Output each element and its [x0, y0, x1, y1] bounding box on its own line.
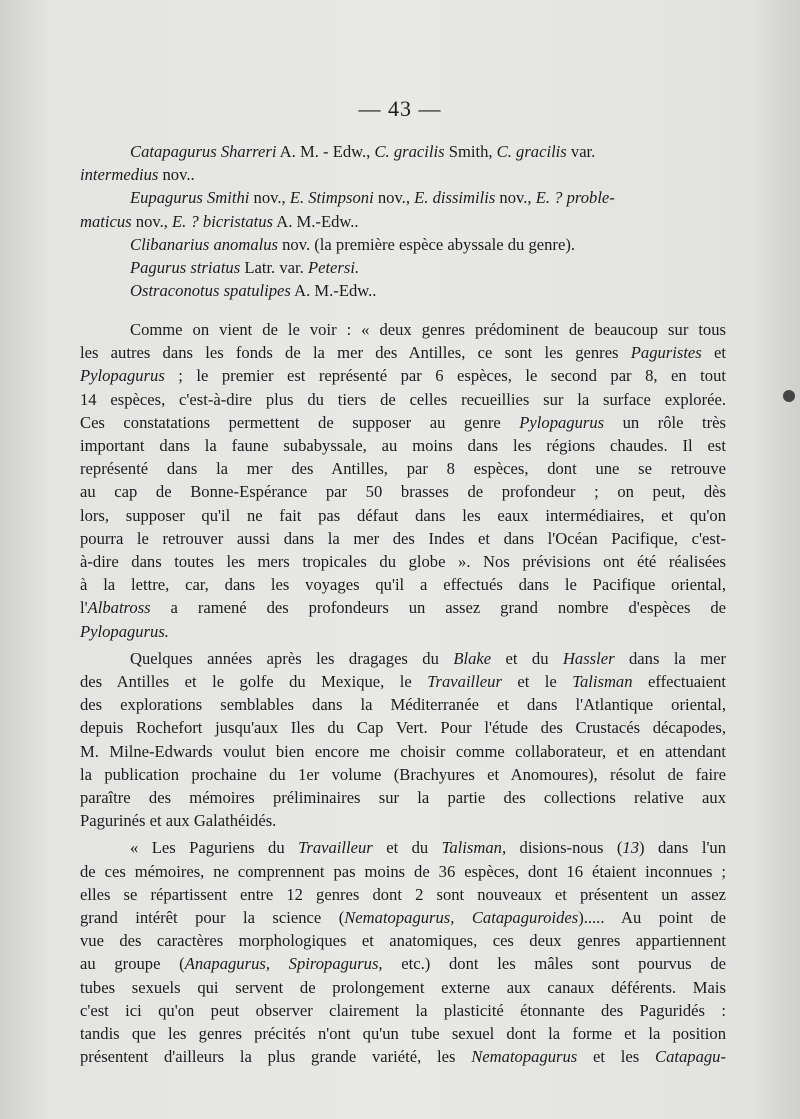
- text-run: présentent d'ailleurs la plus grande variété, les: [80, 1047, 472, 1067]
- text-run: « Les Paguriens du: [130, 838, 299, 858]
- text-run: la publication prochaine du 1er volume (Brachyures et Anomoures), résolut de faire: [80, 764, 726, 784]
- text-run: depuis Rochefort jusqu'aux Iles du Cap Vert. Pour l'étude des Crustacés décapodes,: [80, 718, 726, 738]
- italic-text: Pylopagurus.: [80, 621, 169, 641]
- text-line: [80, 670, 726, 693]
- text-line: [80, 434, 726, 457]
- text-run: Comme on vient de le voir : « deux genres prédominent de beaucoup sur tous: [130, 320, 726, 339]
- text-run: des Antilles et le golfe du Mexique, le: [80, 672, 428, 692]
- text-line: [80, 1045, 726, 1068]
- species-line: [80, 140, 726, 163]
- species-line: [80, 279, 726, 302]
- text-run: paraître des mémoires préliminaires sur la partie des collections relative aux: [80, 788, 726, 808]
- text-run: nov. (la première espèce abyssale du genre).: [277, 234, 575, 254]
- text-run: ; le premier est représenté par 6 espèces, le second par 8, en tout: [164, 366, 726, 386]
- italic-text: Catapagurus Sharreri: [130, 142, 277, 161]
- text-run: tandis que les genres précités n'ont qu'un tube sexuel dont la forme et la position: [80, 1024, 726, 1044]
- text-line: [80, 740, 726, 763]
- text-run: pourra le retrouver aussi dans la mer des Indes et dans l'Océan Pacifique, c'est-: [80, 528, 726, 548]
- italic-text: Clibanarius anomalus: [130, 234, 278, 254]
- paragraph: [80, 647, 726, 833]
- text-line: [80, 836, 726, 859]
- italic-text: 13: [622, 838, 639, 858]
- text-run: tubes sexuels qui servent de prolongement externe aux canaux déférents. Mais: [80, 977, 726, 997]
- text-line: [80, 647, 726, 670]
- text-run: grand intérêt pour la science (: [80, 908, 345, 928]
- italic-text: Petersi.: [307, 258, 360, 278]
- text-run: , disions-nous (: [501, 838, 623, 858]
- species-line: [80, 186, 726, 209]
- italic-text: E. ? proble-: [535, 188, 615, 208]
- text-line: [80, 883, 726, 906]
- text-line: [80, 620, 726, 643]
- species-list: [80, 140, 726, 302]
- text-run: elles se répartissent entre 12 genres dont 2 sont nouveaux et présentent un assez: [80, 884, 726, 904]
- text-line: [80, 411, 726, 434]
- italic-text: Nematopagurus: [471, 1047, 578, 1067]
- italic-text: C. gracilis: [496, 142, 567, 161]
- text-run: au groupe (: [80, 954, 185, 974]
- text-line: [80, 906, 726, 929]
- text-run: A. M. - Edw.,: [276, 142, 375, 161]
- text-run: nov.,: [373, 188, 415, 208]
- text-run: effectuaient: [632, 672, 726, 692]
- text-line: [80, 786, 726, 809]
- text-run: et du: [491, 648, 563, 668]
- text-line: [80, 364, 726, 387]
- text-line: [80, 952, 726, 975]
- species-line: [80, 256, 726, 279]
- text-run: et les: [577, 1047, 655, 1067]
- text-run: et: [701, 343, 726, 363]
- italic-text: intermedius: [80, 165, 159, 185]
- text-run: et du: [372, 838, 442, 858]
- text-line: [80, 573, 726, 596]
- italic-text: E. ? bicristatus: [172, 211, 273, 231]
- text-line: [80, 596, 726, 619]
- italic-text: Albatross: [87, 598, 151, 618]
- text-line: [80, 716, 726, 739]
- margin-ink-spot: [783, 390, 795, 402]
- paragraph-gap: [80, 1069, 726, 1073]
- italic-text: Talisman: [441, 838, 502, 858]
- text-run: c'est ici qu'on peut observer clairement la plasticité étonnante des Paguridés :: [80, 1000, 726, 1020]
- text-run: , etc.) dont les mâles sont pourvus de: [378, 954, 726, 974]
- text-run: vue des caractères morphologiques et anatomiques, ces deux genres appartiennent: [80, 931, 726, 951]
- italic-text: Travailleur: [298, 838, 373, 858]
- text-run: ) dans l'un: [639, 838, 727, 858]
- italic-text: Nematopagurus, Catapaguroides: [344, 908, 579, 928]
- text-run: au cap de Bonne-Espérance par 50 brasses de profondeur ; on peut, dès: [80, 482, 726, 502]
- text-line: [80, 1022, 726, 1045]
- text-run: et le: [501, 672, 573, 692]
- text-run: un rôle très: [604, 412, 726, 432]
- italic-text: E. Stimpsoni: [289, 188, 374, 208]
- text-run: A. M.-Edw..: [273, 211, 359, 231]
- text-run: )..... Au point de: [578, 908, 726, 928]
- italic-text: Pylopagurus: [80, 366, 165, 386]
- text-line: [80, 457, 726, 480]
- text-line: [80, 480, 726, 503]
- text-line: [80, 527, 726, 550]
- italic-text: Ostraconotus spatulipes: [130, 281, 291, 301]
- text-run: Quelques années après les dragages du: [130, 648, 454, 668]
- italic-text: Blake: [453, 648, 492, 668]
- paragraph: [80, 318, 726, 643]
- text-run: A. M.-Edw..: [290, 281, 377, 301]
- text-run: M. Milne-Edwards voulut bien encore me choisir comme collaborateur, et en attendant: [80, 741, 726, 761]
- italic-text: Pagurus striatus: [130, 258, 241, 278]
- text-run: l': [80, 598, 88, 618]
- text-line: [80, 693, 726, 716]
- italic-text: Travailleur: [427, 672, 502, 692]
- body-text: [80, 318, 726, 1073]
- text-run: lors, supposer qu'il ne fait pas défaut dans les eaux intermédiaires, et qu'on: [80, 505, 726, 525]
- text-run: représenté dans la mer des Antilles, par 8 espèces, dont une se retrouve: [80, 459, 726, 479]
- text-run: des explorations semblables dans la Méditerranée et dans l'Atlantique oriental,: [80, 695, 726, 715]
- italic-text: E. dissimilis: [414, 188, 496, 208]
- paragraph: [80, 836, 726, 1068]
- text-line: [80, 318, 726, 341]
- page-number: — 43 —: [358, 96, 442, 121]
- species-line: [80, 210, 726, 233]
- italic-text: Hassler: [562, 648, 615, 668]
- text-run: nov.,: [131, 211, 173, 231]
- text-run: Pagurinés et aux Galathéidés.: [80, 811, 277, 831]
- text-run: a ramené des profondeurs un assez grand nombre d'espèces de: [150, 598, 726, 618]
- text-run: 14 espèces, c'est-à-dire plus du tiers de celles recueillies sur la surface explorée.: [80, 389, 726, 409]
- text-run: dans la mer: [614, 648, 727, 668]
- text-line: [80, 809, 726, 832]
- text-line: [80, 763, 726, 786]
- italic-text: Eupagurus Smithi: [130, 188, 250, 208]
- text-line: [80, 976, 726, 999]
- italic-text: Catapagu-: [655, 1047, 726, 1067]
- text-line: [80, 929, 726, 952]
- italic-text: Anapagurus, Spiropagurus: [184, 954, 379, 974]
- text-line: [80, 999, 726, 1022]
- text-line: [80, 504, 726, 527]
- text-line: [80, 388, 726, 411]
- text-run: les autres dans les fonds de la mer des Antilles, ce sont les genres: [80, 343, 631, 363]
- text-run: de ces mémoires, ne comprennent pas moins de 36 espèces, dont 16 étaient inconnues ;: [80, 861, 726, 881]
- italic-text: Pylopagurus: [519, 412, 605, 432]
- text-run: important dans la faune subabyssale, au moins dans les régions chaudes. Il est: [80, 436, 726, 456]
- text-run: Smith,: [444, 142, 497, 161]
- species-line: [80, 163, 726, 186]
- text-line: [80, 341, 726, 364]
- italic-text: Paguristes: [630, 343, 702, 363]
- text-run: nov.,: [249, 188, 290, 208]
- text-run: nov.,: [495, 188, 536, 208]
- species-line: [80, 233, 726, 256]
- text-run: à la lettre, car, dans les voyages qu'il a effectués dans le Pacifique oriental,: [80, 575, 726, 595]
- text-run: Ces constatations permettent de supposer au genre: [80, 412, 520, 432]
- text-run: Latr. var.: [240, 258, 308, 278]
- italic-text: C. gracilis: [374, 142, 445, 161]
- italic-text: Talisman: [572, 672, 633, 692]
- text-run: var.: [566, 142, 596, 161]
- italic-text: maticus: [80, 211, 132, 231]
- text-line: [80, 550, 726, 573]
- text-line: [80, 860, 726, 883]
- text-run: à-dire dans toutes les mers tropicales du globe ». Nos prévisions ont été réalisées: [80, 552, 726, 572]
- text-run: nov..: [158, 165, 195, 185]
